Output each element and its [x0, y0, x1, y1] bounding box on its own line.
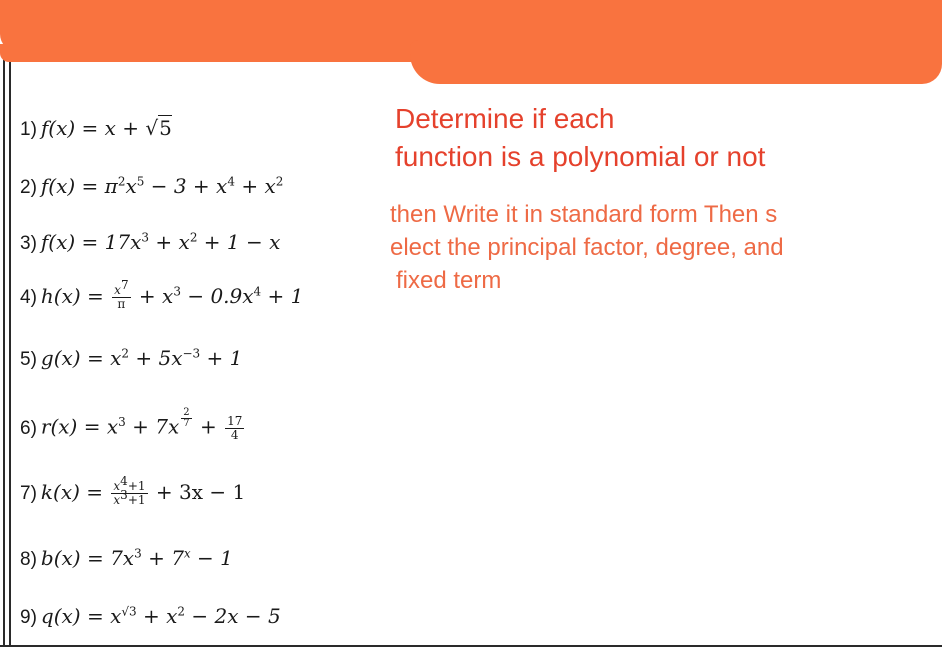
exponent: −3	[182, 346, 201, 361]
exponent: 2	[177, 604, 186, 619]
exponent: 2	[189, 230, 198, 245]
problem-number: 5)	[20, 349, 37, 370]
instructions-heading	[395, 100, 875, 176]
equation-text: f(x) = x +	[40, 116, 146, 140]
numerator: x	[114, 283, 121, 297]
exponent: 2	[275, 174, 284, 189]
equation-1	[20, 116, 172, 141]
exponent: 2	[121, 346, 129, 361]
equation-text: h(x) =	[40, 284, 111, 308]
equation-7	[20, 474, 246, 507]
equation-list	[20, 0, 380, 647]
equation-4	[20, 278, 304, 311]
numerator: x	[113, 479, 121, 493]
equation-text: − 3 + x	[144, 174, 228, 198]
equation-text: − 1	[190, 546, 233, 570]
equation-text: + x	[132, 284, 174, 308]
equation-text: + x	[136, 604, 178, 628]
radicand: 5	[159, 116, 172, 140]
equation-text: x	[125, 174, 137, 198]
equation-text: g(x) = x	[40, 346, 122, 370]
body-line: then Write it in standard form Then s	[390, 201, 778, 228]
fraction	[112, 278, 130, 311]
exponent: 2	[117, 174, 126, 189]
problem-number: 4)	[20, 287, 37, 308]
fraction	[111, 474, 147, 507]
problem-number: 7)	[20, 483, 37, 504]
denominator: 7	[183, 418, 190, 429]
exponent: 3	[120, 488, 128, 502]
exponent: 4	[120, 474, 128, 488]
left-border-inner	[9, 0, 11, 647]
equation-text: + 1 − x	[197, 230, 281, 254]
numerator: 17	[227, 413, 243, 428]
equation-2	[20, 174, 283, 199]
exponent: 5	[136, 174, 145, 189]
exponent: 7	[120, 278, 129, 292]
equation-text: r(x) = x	[40, 414, 119, 439]
equation-text: + x	[149, 230, 190, 254]
body-line: elect the principal factor, degree, and	[390, 234, 784, 261]
equation-6	[20, 408, 246, 442]
problem-number: 8)	[20, 549, 37, 570]
equation-8	[20, 546, 233, 571]
equation-text: + 7	[141, 546, 184, 570]
exponent: 4	[253, 284, 262, 299]
equation-text: + 1	[261, 284, 304, 308]
exponent: √3	[121, 604, 137, 619]
left-border-outer	[3, 0, 5, 647]
equation-9	[20, 604, 281, 629]
problem-number: 6)	[20, 417, 37, 439]
sqrt-symbol: √	[145, 116, 159, 140]
equation-text: f(x) = π	[40, 174, 118, 198]
problem-number: 3)	[20, 233, 37, 254]
equation-5	[20, 346, 242, 371]
exponent: 3	[141, 230, 150, 245]
body-line: fixed term	[396, 267, 502, 294]
equation-text: f(x) = 17x	[40, 230, 142, 254]
exponent: 3	[173, 284, 181, 299]
exponent: 4	[227, 174, 235, 189]
denominator: π	[117, 297, 126, 311]
instructions-body	[390, 198, 870, 297]
equation-text: q(x) = x	[40, 604, 122, 628]
heading-line: function is a polynomial or not	[395, 141, 766, 172]
equation-text: b(x) = 7x	[40, 546, 135, 570]
problem-number: 9)	[20, 607, 37, 628]
exponent: 3	[118, 415, 126, 429]
equation-text: + 7x	[125, 414, 180, 439]
equation-text: + x	[234, 174, 276, 198]
equation-text: +	[193, 414, 224, 439]
equation-text: + 1	[200, 346, 243, 370]
fraction	[225, 415, 244, 442]
problem-number: 1)	[20, 119, 37, 140]
denominator: x	[113, 493, 121, 507]
equation-text: k(x) =	[40, 480, 110, 504]
equation-text: + 5x	[129, 346, 183, 370]
problem-number: 2)	[20, 177, 37, 198]
fractional-exponent	[181, 408, 191, 429]
equation-3	[20, 230, 280, 255]
equation-text: + 3x − 1	[149, 480, 246, 504]
numerator-constant: +1	[127, 479, 146, 493]
exponent: 3	[134, 546, 142, 561]
numerator: 2	[183, 407, 190, 418]
redaction-scribble-lower-right	[410, 40, 942, 84]
denominator-constant: +1	[127, 493, 146, 507]
denominator: 4	[230, 427, 239, 442]
equation-text: − 0.9x	[180, 284, 254, 308]
exponent: x	[183, 546, 191, 561]
equation-text: − 2x − 5	[185, 604, 281, 628]
heading-line: Determine if each	[395, 103, 615, 134]
